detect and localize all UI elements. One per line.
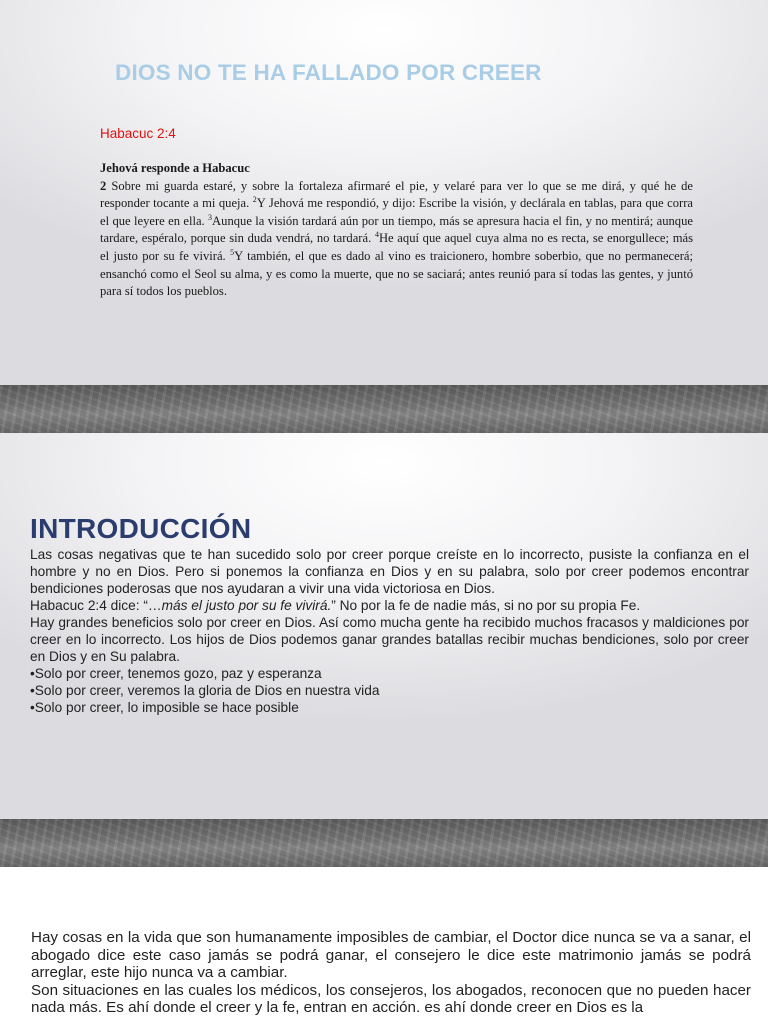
quote-prefix: Habacuc 2:4 dice: “… — [30, 598, 162, 613]
quote-suffix: ” No por la fe de nadie más, si no por su propia Fe. — [331, 598, 641, 613]
passage-heading: Jehová responde a Habacuc — [100, 161, 250, 175]
verse-1: Sobre mi guarda estaré, y sobre la fortaleza afirmaré el pie, y velaré para ver lo que se me dirá, y qué he de responder tocante a mi queja. — [100, 178, 693, 211]
slide-title: DIOS NO TE HA FALLADO POR CREER — [115, 60, 542, 85]
bullet-item: •Solo por creer, lo imposible se hace posible — [30, 700, 299, 715]
slide-3-body — [31, 929, 751, 1017]
intro-paragraph-2: Hay grandes beneficios solo por creer en Dios. Así como mucha gente ha recibido muchos fracasos y maldiciones por creer en lo incorrecto. Los hijos de Dios podemos ganar grandes batallas recibir muchas bendiciones, solo por creer en Dios y en Su palabra. — [30, 615, 749, 664]
quote-text: más el justo por su fe vivirá. — [161, 598, 332, 613]
intro-body — [30, 546, 749, 716]
verse-number: 5 — [230, 247, 235, 257]
slide-3 — [0, 867, 768, 1024]
slide-1 — [0, 0, 768, 385]
slide-divider-band — [0, 819, 768, 867]
verse-3: Aunque la visión tardará aún por un tiempo, más se apresura hacia el fin, y no mentirá; aunque tardare, espéralo, porque sin duda vendrá, no tardará. — [100, 213, 693, 246]
intro-paragraph-1: Las cosas negativas que te han sucedido solo por creer porque creíste en lo incorrecto, pusiste la confianza en el hombre y no en Dios. Pero si ponemos la confianza en Dios y en su palabra, solo por creer podemos encontrar bendiciones poderosas que nos ayudaran a vivir una vida victoriosa en Dios. — [30, 547, 749, 596]
verse-4: He aquí que aquel cuya alma no es recta, se enorgullece; más el justo por su fe vivirá. — [100, 231, 693, 263]
scripture-quote-line — [30, 597, 749, 614]
verse-2: Y Jehová me respondió, y dijo: Escribe la visión, y declárala en tablas, para que corra el que leyere en ella. — [100, 196, 693, 228]
scripture-reference: Habacuc 2:4 — [100, 126, 176, 141]
verse-number: 2 — [252, 195, 257, 204]
body-paragraph-1: Hay cosas en la vida que son humanamente imposibles de cambiar, el Doctor dice nunca se va a sanar, el abogado dice este caso jamás se podrá ganar, el consejero le dice este matrimonio jamás se podrá arreglar, este hijo nunca va a cambiar. — [31, 929, 751, 982]
chapter-number: 2 — [100, 178, 107, 193]
verse-number: 3 — [208, 212, 213, 222]
bullet-item: •Solo por creer, veremos la gloria de Dios en nuestra vida — [30, 683, 380, 698]
verse-number: 4 — [374, 230, 379, 240]
bullet-item: •Solo por creer, tenemos gozo, paz y esperanza — [30, 666, 322, 681]
scripture-passage — [100, 160, 693, 301]
section-title: INTRODUCCIÓN — [30, 513, 252, 544]
slide-2 — [0, 433, 768, 819]
verse-5: Y también, el que es dado al vino es traicionero, hombre soberbio, que no permanecerá; ensanchó como el Seol su alma, y es como la muerte, que no se saciará; antes reunió para sí todas las gentes, y juntó para sí todos los pueblos. — [100, 248, 693, 299]
body-paragraph-2: Son situaciones en las cuales los médicos, los consejeros, los abogados, reconocen que no pueden hacer nada más. Es ahí donde el creer y la fe, entran en acción. es ahí donde creer en Dios es la — [31, 981, 751, 1017]
slide-divider-band — [0, 385, 768, 433]
